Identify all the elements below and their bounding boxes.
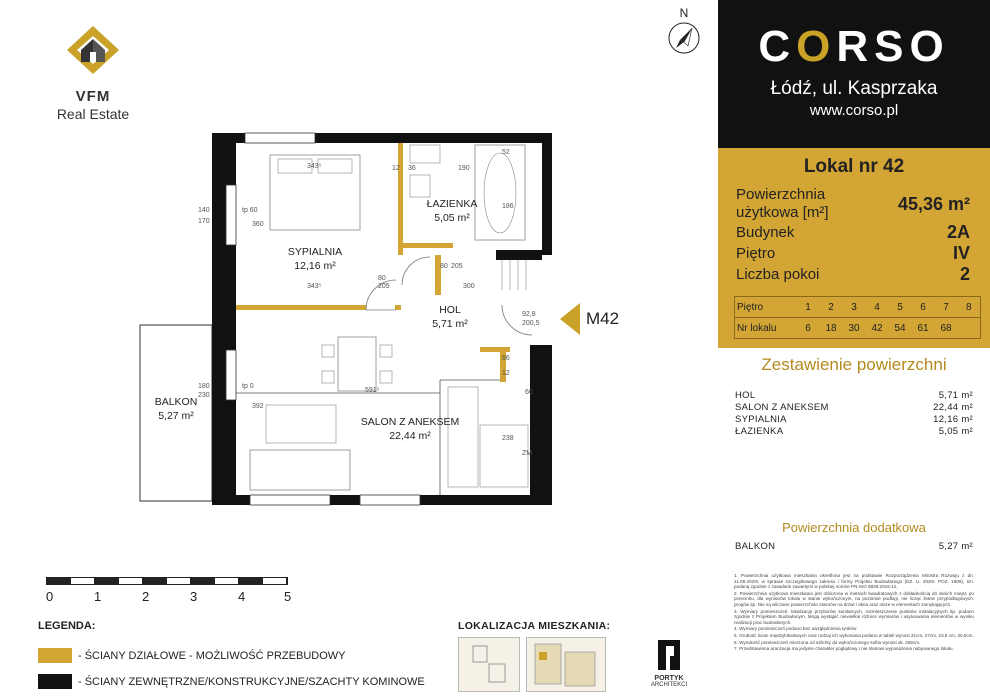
summary-row-area: 22,44 m² — [933, 402, 973, 413]
floor-unit-table — [734, 296, 981, 339]
scale-bar-graphic — [46, 577, 288, 585]
dim-label: 12 — [392, 165, 400, 172]
legend-title: LEGENDA: — [38, 620, 96, 632]
brand-name-accent: O — [796, 22, 837, 71]
table-cell: 18 — [820, 318, 843, 339]
table-cell: 3 — [843, 297, 866, 318]
location-map-small — [458, 637, 520, 692]
footnote: 7. Przedstawiona aranżacja ma jedynie charakter poglądowy i nie stanowi wyposażenia nabywanego lokalu. — [734, 646, 954, 652]
unit-rooms-value: 2 — [959, 264, 970, 284]
summary-row — [735, 426, 973, 437]
location-map-small-drawing — [459, 638, 519, 691]
scale-tick: 1 — [94, 589, 102, 604]
dim-label: 12 — [502, 370, 510, 377]
brand-address: Łódź, ul. Kasprzaka — [770, 78, 938, 99]
floor-plan-drawing — [130, 125, 560, 520]
unit-tag-label: M42 — [586, 309, 620, 328]
room-hol — [410, 303, 490, 331]
dim-label: 60 — [525, 389, 533, 396]
legend-swatch-gold — [38, 648, 72, 663]
scale-ticks — [46, 589, 296, 605]
dim-label: 190 — [458, 165, 470, 172]
dim-label: 140 — [198, 207, 210, 214]
room-balkon — [142, 395, 210, 423]
dim-label: ZM — [522, 450, 533, 457]
table-cell: 1 — [797, 297, 820, 318]
dim-label: tp 60 — [242, 207, 258, 214]
dim-label: 200,5 — [522, 320, 540, 327]
dim-label: 80 — [440, 263, 448, 270]
summary-row-name: SYPIALNIA — [735, 414, 787, 425]
footnote: 1. Powierzchnia użytkowa mieszkania określona jest na podstawie Rozporządzenia Ministra Rozwoju z dn. 11.09.2020r. w sprawie szczegółowego zakresu i formy Projektu Budowlanego (DZ. U. 2020r. POZ. 1609), tzn. podaną zgodnie z zasadami zawartymi w polskiej normie PN-ISO 9836:2015-12. — [734, 573, 974, 590]
summary-row — [735, 402, 973, 413]
dim-label: tp 0 — [242, 383, 254, 390]
unit-rooms-label: Liczba pokoi — [736, 266, 820, 283]
dim-label: 186 — [502, 203, 514, 210]
dim-label: 170 — [198, 218, 210, 225]
room-balkon-area: 5,27 m² — [158, 410, 194, 422]
room-salon — [345, 415, 475, 443]
unit-floor-value: IV — [952, 243, 970, 263]
brand-url: www.corso.pl — [809, 102, 899, 119]
room-salon-name: SALON Z ANEKSEM — [360, 416, 460, 428]
footnote: 5. Grubość ścian międzylokalowych oraz rodzaj ich wykonania podano w tabeli wynosi 21cm, 27cm, 23,5 cm, 30,5cm. — [734, 632, 974, 638]
architect-name: PORTYK — [654, 675, 684, 682]
location-title: LOKALIZACJA MIESZKANIA: — [458, 620, 611, 632]
scale-tick: 5 — [284, 589, 292, 604]
summary-row — [735, 414, 973, 425]
location-map-large — [526, 637, 606, 692]
table-cell — [958, 318, 981, 339]
dim-label: 591⁵ — [365, 387, 380, 394]
table-cell: 61 — [912, 318, 935, 339]
dim-label: 300 — [463, 283, 475, 290]
summary-row-name: SALON Z ANEKSEM — [735, 402, 829, 413]
vfm-logo-subtitle: Real Estate — [56, 106, 130, 122]
floor-plan — [130, 125, 560, 520]
brand-name-suffix: RSO — [836, 22, 950, 71]
room-sypialnia-name: SYPIALNIA — [287, 246, 343, 258]
dim-label: 92,8 — [522, 311, 536, 318]
unit-area-value: 45,36 m² — [897, 194, 970, 214]
table-header-cell: Nr lokalu — [735, 318, 797, 339]
vfm-logo — [48, 22, 138, 122]
unit-tag — [560, 303, 619, 335]
table-cell: 42 — [866, 318, 889, 339]
dim-label: 392 — [252, 403, 264, 410]
table-cell: 54 — [889, 318, 912, 339]
room-balkon-name: BALKON — [154, 396, 198, 408]
summary-row-area: 5,71 m² — [938, 390, 973, 401]
dim-label: 66 — [502, 355, 510, 362]
scale-tick: 2 — [142, 589, 150, 604]
legend-item-label: - ŚCIANY ZEWNĘTRZNE/KONSTRUKCYJNE/SZACHTY KOMINOWE — [78, 675, 425, 688]
table-cell: 6 — [797, 318, 820, 339]
table-cell: 8 — [958, 297, 981, 318]
extra-area-row — [735, 541, 973, 552]
architect-logo — [644, 638, 694, 689]
room-hol-name: HOL — [439, 304, 461, 316]
legend-item-structural — [38, 674, 425, 689]
portyk-logo-icon — [654, 638, 684, 672]
unit-details — [718, 148, 990, 348]
legend-swatch-black — [38, 674, 72, 689]
architect-sub: ARCHITEKCI — [650, 682, 688, 688]
unit-title: Lokal nr 42 — [803, 156, 905, 177]
vfm-logo-name: VFM — [75, 88, 111, 105]
room-lazienka — [412, 197, 492, 225]
scale-tick: 3 — [190, 589, 198, 604]
extra-area-value: 5,27 m² — [938, 541, 973, 552]
table-cell: 7 — [935, 297, 958, 318]
brand-header — [718, 0, 990, 148]
scale-bar — [46, 577, 296, 605]
scale-tick: 4 — [238, 589, 246, 604]
footnotes — [734, 573, 974, 653]
vfm-house-logo-icon — [63, 22, 123, 82]
summary-row-name: ŁAZIENKA — [735, 426, 784, 437]
unit-tag-arrow-icon — [560, 303, 580, 335]
room-lazienka-name: ŁAZIENKA — [426, 198, 478, 210]
scale-tick: 0 — [46, 589, 54, 604]
room-hol-area: 5,71 m² — [432, 318, 468, 330]
legend-item-partition — [38, 648, 345, 663]
legend-item-label: - ŚCIANY DZIAŁOWE - MOŻLIWOŚĆ PRZEBUDOWY — [78, 649, 346, 662]
unit-floor-label: Piętro — [736, 245, 776, 262]
footnote: 2. Powierzchnia użytkowa mieszkania jest obliczona w metrach kwadratowych z dokładnością do dwóch miejsc po przecinku, dla wymiarów lokalu w stanie wykończonym, na poziomie podłogi, nie licząc listew przypodłogowych, progów itp. Nie są wliczane powierzchnie otworów na drzwi i okna oraz nisze w elementach zamykających. — [734, 590, 974, 607]
table-row — [735, 318, 981, 339]
dim-label: 52 — [502, 149, 510, 156]
dim-label: 205 — [451, 263, 463, 270]
dim-label: 343⁵ — [307, 163, 322, 170]
table-cell: 68 — [935, 318, 958, 339]
room-salon-area: 22,44 m² — [389, 430, 431, 442]
dim-label: 36 — [408, 165, 416, 172]
brand-name — [718, 22, 990, 72]
table-cell: 6 — [912, 297, 935, 318]
table-cell: 5 — [889, 297, 912, 318]
table-cell: 4 — [866, 297, 889, 318]
unit-building-value: 2A — [946, 222, 970, 242]
table-row — [735, 297, 981, 318]
dim-label: 360 — [252, 221, 264, 228]
extra-area-name: BALKON — [735, 541, 776, 552]
compass — [664, 6, 704, 61]
unit-building-label: Budynek — [736, 224, 795, 241]
dim-label: 180 — [198, 383, 210, 390]
table-header-cell: Piętro — [735, 297, 797, 318]
table-cell: 2 — [820, 297, 843, 318]
table-cell: 30 — [843, 318, 866, 339]
room-sypialnia — [260, 245, 370, 273]
north-arrow-icon — [666, 20, 702, 56]
footnote: 3. Wymiary pomieszczeń, lokalizację przyborów sanitarnych, rozmieszczenie punktów instalacyjnych itp. podano zgodnie z Projektem Budowlanym. Mogą wystąpić niewielkie różnice wymiarów i usytuowania elementów w wyniku realizacji prac budowlanych. — [734, 608, 974, 625]
summary-row — [735, 390, 973, 401]
footnote: 4. Wymiary pomieszczeń podano bez uwzględnienia tynków. — [734, 626, 858, 632]
summary-row-name: HOL — [735, 390, 756, 401]
extra-area-title: Powierzchnia dodatkowa — [782, 520, 926, 535]
room-sypialnia-area: 12,16 m² — [294, 260, 336, 272]
dim-label: 80 — [378, 275, 386, 282]
dim-label: 343⁵ — [307, 283, 322, 290]
compass-label: N — [679, 6, 689, 20]
dim-label: 238 — [502, 435, 514, 442]
summary-row-area: 12,16 m² — [933, 414, 973, 425]
summary-title: Zestawienie powierzchni — [761, 355, 947, 374]
dim-label: 230 — [198, 392, 210, 399]
room-lazienka-area: 5,05 m² — [434, 212, 470, 224]
footnote: 6. Wysokość pomieszczeń mierzona od szlichty do wykończonego sufitu wynosi ok. 265cm. — [734, 639, 921, 645]
brand-name-prefix: C — [758, 22, 797, 71]
summary-row-area: 5,05 m² — [938, 426, 973, 437]
location-map-large-drawing — [527, 638, 605, 691]
unit-area-label: Powierzchnia użytkowa [m²] — [736, 186, 829, 221]
dim-label: 205 — [378, 283, 390, 290]
